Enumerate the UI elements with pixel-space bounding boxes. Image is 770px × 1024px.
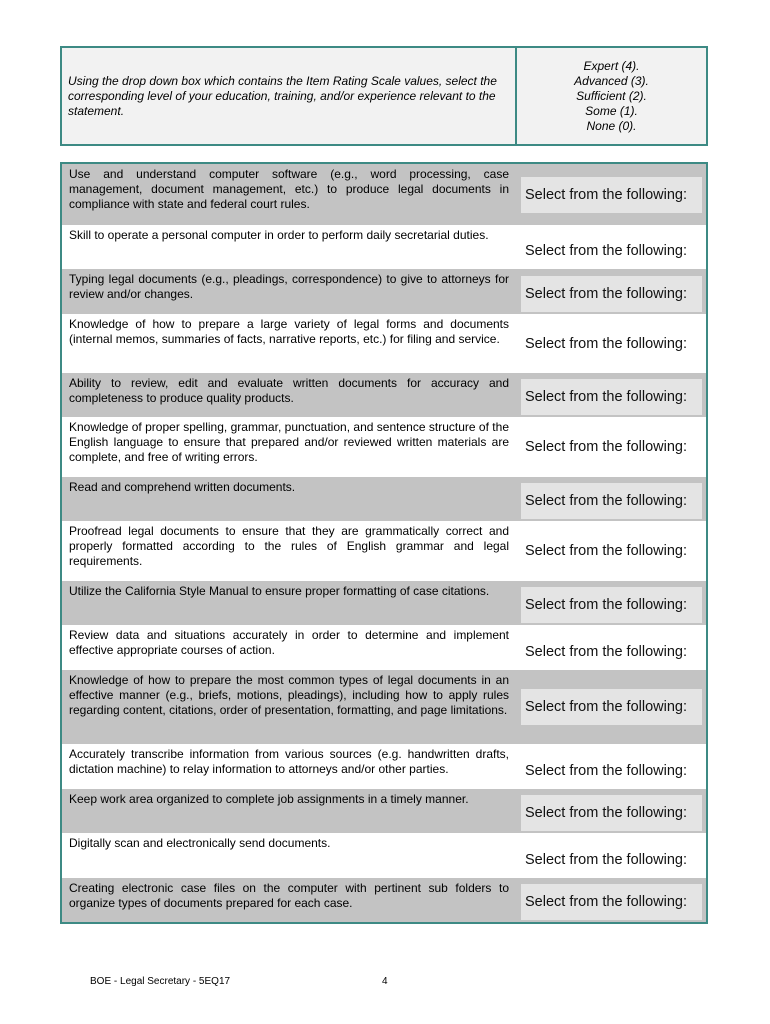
item-statement: Accurately transcribe information from various sources (e.g. handwritten drafts, dictation machine) to relay information to attorneys and/or other parties. bbox=[69, 747, 509, 776]
item-statement: Digitally scan and electronically send documents. bbox=[69, 836, 331, 850]
table-row bbox=[62, 269, 706, 314]
table-row bbox=[62, 164, 706, 225]
table-row bbox=[62, 521, 706, 581]
item-statement: Creating electronic case files on the computer with pertinent sub folders to organize types of documents prepared for each case. bbox=[69, 881, 509, 910]
footer-page-number: 4 bbox=[382, 976, 388, 987]
rating-dropdown[interactable]: Select from the following: bbox=[521, 533, 702, 569]
rating-dropdown[interactable]: Select from the following: bbox=[521, 177, 702, 213]
scale-sufficient: Sufficient (2). bbox=[576, 88, 647, 103]
rating-dropdown[interactable]: Select from the following: bbox=[521, 233, 702, 269]
rating-scale-header bbox=[60, 46, 708, 146]
item-statement: Read and comprehend written documents. bbox=[69, 480, 296, 494]
rating-dropdown[interactable]: Select from the following: bbox=[521, 753, 702, 789]
table-row bbox=[62, 373, 706, 417]
instructions-text: Using the drop down box which contains the Item Rating Scale values, select the corresponding level of your education, training, and/or experience relevant to the statement. bbox=[62, 48, 517, 144]
rating-dropdown[interactable]: Select from the following: bbox=[521, 634, 702, 670]
scale-none: None (0). bbox=[586, 118, 637, 133]
table-row bbox=[62, 878, 706, 922]
item-statement: Keep work area organized to complete job assignments in a timely manner. bbox=[69, 792, 469, 806]
table-row bbox=[62, 833, 706, 878]
item-statement: Knowledge of proper spelling, grammar, punctuation, and sentence structure of the English language to ensure that prepared and/or reviewed written materials are complete, and free of writing errors. bbox=[69, 420, 509, 464]
rating-items-table bbox=[60, 162, 708, 924]
item-statement: Proofread legal documents to ensure that they are grammatically correct and properly formatted according to the rules of English grammar and legal requirements. bbox=[69, 524, 509, 568]
table-row bbox=[62, 417, 706, 477]
item-statement: Ability to review, edit and evaluate written documents for accuracy and completeness to produce quality products. bbox=[69, 376, 509, 405]
item-statement: Skill to operate a personal computer in order to perform daily secretarial duties. bbox=[69, 228, 489, 242]
item-statement: Utilize the California Style Manual to ensure proper formatting of case citations. bbox=[69, 584, 490, 598]
rating-dropdown[interactable]: Select from the following: bbox=[521, 795, 702, 831]
item-statement: Typing legal documents (e.g., pleadings, correspondence) to give to attorneys for review and/or changes. bbox=[69, 272, 509, 301]
item-statement: Review data and situations accurately in order to determine and implement effective appropriate courses of action. bbox=[69, 628, 509, 657]
table-row bbox=[62, 744, 706, 789]
table-row bbox=[62, 625, 706, 670]
rating-scale-list bbox=[517, 48, 706, 144]
rating-dropdown[interactable]: Select from the following: bbox=[521, 587, 702, 623]
table-row bbox=[62, 314, 706, 373]
table-row bbox=[62, 670, 706, 744]
item-statement: Use and understand computer software (e.g., word processing, case management, document management, etc.) to produce legal documents in compliance with state and federal court rules. bbox=[69, 167, 509, 211]
item-statement: Knowledge of how to prepare a large variety of legal forms and documents (internal memos, summaries of facts, narrative reports, etc.) for filing and service. bbox=[69, 317, 509, 346]
scale-some: Some (1). bbox=[585, 103, 638, 118]
rating-dropdown[interactable]: Select from the following: bbox=[521, 429, 702, 465]
scale-expert: Expert (4). bbox=[583, 58, 640, 73]
rating-dropdown[interactable]: Select from the following: bbox=[521, 689, 702, 725]
rating-dropdown[interactable]: Select from the following: bbox=[521, 884, 702, 920]
rating-dropdown[interactable]: Select from the following: bbox=[521, 483, 702, 519]
table-row bbox=[62, 789, 706, 833]
table-row bbox=[62, 225, 706, 269]
footer-doc-id: BOE - Legal Secretary - 5EQ17 bbox=[90, 976, 231, 987]
rating-dropdown[interactable]: Select from the following: bbox=[521, 326, 702, 362]
table-row bbox=[62, 581, 706, 625]
scale-advanced: Advanced (3). bbox=[574, 73, 649, 88]
item-statement: Knowledge of how to prepare the most common types of legal documents in an effective manner (e.g., briefs, motions, pleadings), including how to apply rules regarding content, citations, order of presentation, formatting, and page limitations. bbox=[69, 673, 509, 717]
table-row bbox=[62, 477, 706, 521]
rating-dropdown[interactable]: Select from the following: bbox=[521, 276, 702, 312]
rating-dropdown[interactable]: Select from the following: bbox=[521, 842, 702, 878]
rating-dropdown[interactable]: Select from the following: bbox=[521, 379, 702, 415]
